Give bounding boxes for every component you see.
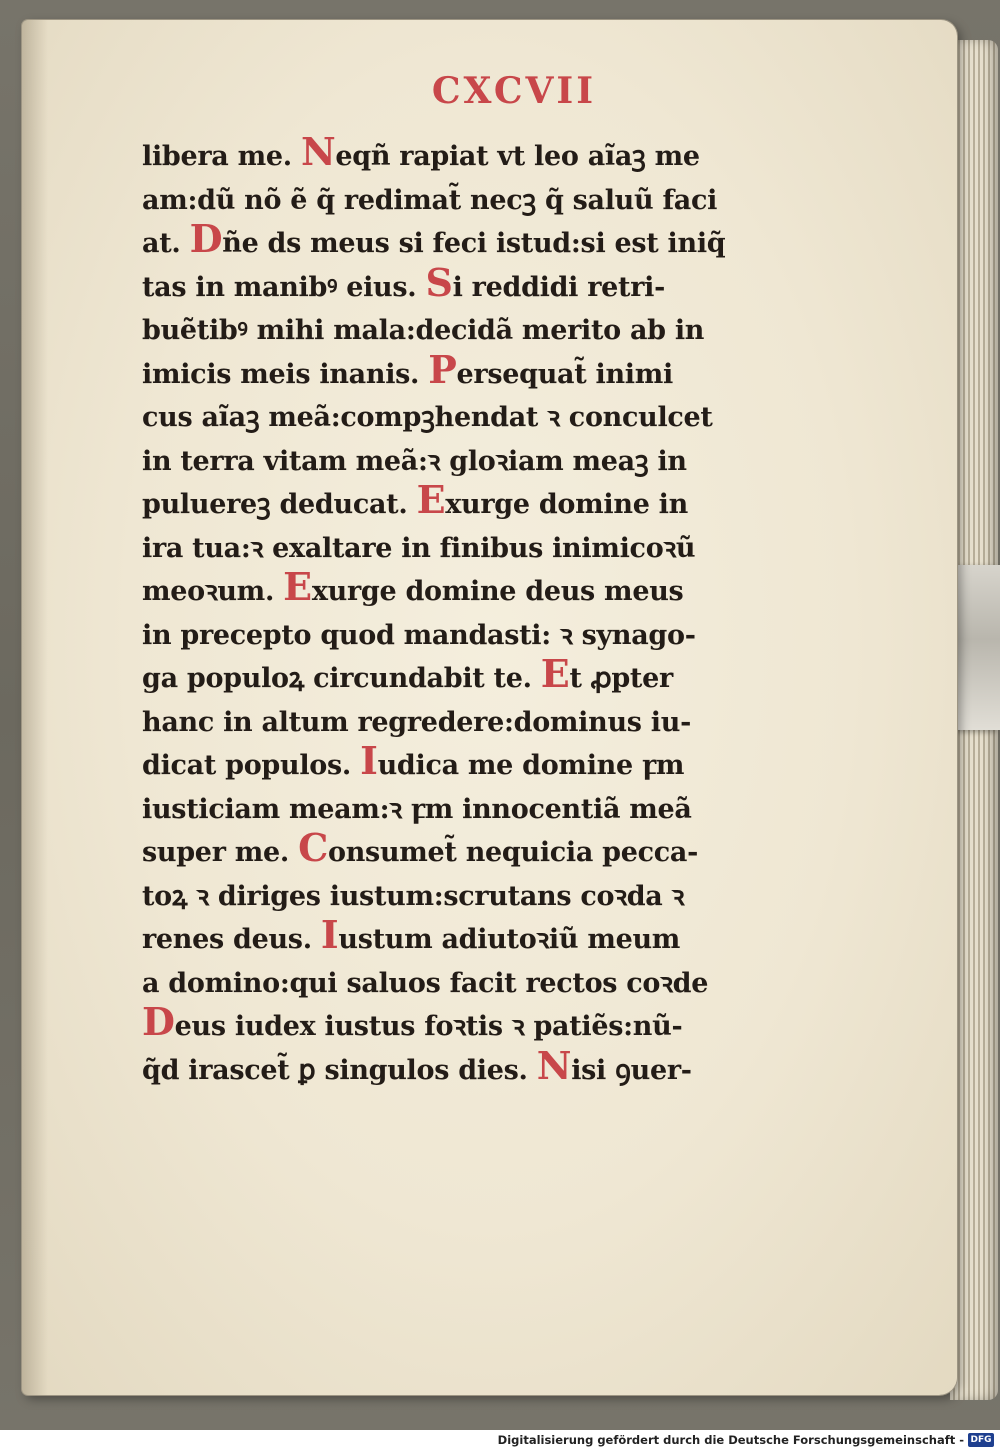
line-text: buẽtibꝰ mihi mala:decidã merito ab in xyxy=(142,315,705,346)
dfg-logo: DFG xyxy=(968,1433,994,1447)
gutter-shadow xyxy=(22,20,48,1395)
line-text: renes deus. xyxy=(142,924,321,955)
line-text: meoꝛum. xyxy=(142,576,284,607)
line-text: imicis meis inanis. xyxy=(142,358,429,390)
line-text: i reddidi retri- xyxy=(452,271,665,303)
rubricated-initial: P xyxy=(428,347,457,391)
line-text: xurge domine in xyxy=(445,489,688,520)
rubricated-initial: E xyxy=(416,478,446,522)
rubricated-initial: C xyxy=(298,826,329,870)
footer-bar xyxy=(0,1430,1000,1451)
text-line xyxy=(142,652,822,696)
text-line xyxy=(142,826,822,870)
text-line xyxy=(142,913,822,957)
rubricated-initial: N xyxy=(536,1043,572,1087)
line-text: onsumet̃ nequicia pecca- xyxy=(328,837,699,868)
text-line xyxy=(142,1000,822,1044)
folio-number: CXCVII xyxy=(431,70,597,112)
rubricated-initial: N xyxy=(300,130,336,174)
line-text: iusticiam meam:ꝛ ꝼm innocentiã meã xyxy=(142,793,692,825)
text-line xyxy=(142,261,822,305)
line-text: ustum adiutoꝛiũ meum xyxy=(338,924,681,955)
line-text: in precepto quod mandasti: ꝛ synago- xyxy=(142,619,696,651)
rubricated-initial: I xyxy=(320,913,339,957)
rubricated-initial: S xyxy=(425,260,453,304)
text-line xyxy=(142,739,822,783)
text-line xyxy=(142,304,822,348)
text-line xyxy=(142,348,822,392)
text-line xyxy=(142,130,822,174)
line-text: a domino:qui saluos facit rectos coꝛde xyxy=(142,967,709,999)
rubricated-initial: I xyxy=(360,739,378,783)
line-text: eus iudex iustus foꝛtis ꝛ patiẽs:nũ- xyxy=(174,1011,683,1042)
line-text: super me. xyxy=(142,837,299,868)
rubricated-initial: D xyxy=(142,1000,175,1044)
rubricated-initial: E xyxy=(540,652,570,696)
line-text: ersequat̃ inimi xyxy=(456,358,673,390)
line-text: ira tua:ꝛ exaltare in finibus inimicoꝛũ xyxy=(142,532,696,564)
text-line xyxy=(142,696,822,740)
line-text: t ꝓpter xyxy=(569,663,673,694)
line-text: ga populoꝝ circundabit te. xyxy=(142,663,541,694)
line-text: am:dũ nõ ẽ q̃ redimat̃ necꝫ q̃ saluũ faci xyxy=(142,184,718,216)
text-line xyxy=(142,565,822,609)
line-text: isi ꝯuer- xyxy=(571,1054,692,1086)
text-line xyxy=(142,957,822,1001)
text-line xyxy=(142,174,822,218)
text-block xyxy=(142,130,822,1087)
line-text: puluereꝫ deducat. xyxy=(142,489,417,520)
line-text: eqñ rapiat vt leo aĩaꝫ me xyxy=(335,141,700,172)
text-line xyxy=(142,522,822,566)
text-line xyxy=(142,478,822,522)
line-text: hanc in altum regredere:dominus iu- xyxy=(142,706,691,738)
text-line xyxy=(142,870,822,914)
line-text: xurge domine deus meus xyxy=(311,576,684,607)
text-line xyxy=(142,435,822,479)
line-text: at. xyxy=(142,228,190,259)
line-text: tas in manibꝰ eius. xyxy=(142,271,426,303)
text-line xyxy=(142,609,822,653)
text-line xyxy=(142,1044,822,1088)
line-text: cus aĩaꝫ meã:compꝫhendat ꝛ conculcet xyxy=(142,402,713,433)
rubricated-initial: D xyxy=(189,217,223,261)
rubricated-initial: E xyxy=(283,565,312,609)
line-text: ñe ds meus si feci istud:si est iniq̃ xyxy=(222,228,726,259)
book-page xyxy=(22,20,957,1395)
line-text: libera me. xyxy=(142,141,301,172)
line-text: toꝝ ꝛ diriges iustum:scrutans coꝛda ꝛ xyxy=(142,880,685,912)
text-line xyxy=(142,391,822,435)
line-text: in terra vitam meã:ꝛ gloꝛiam meaꝫ in xyxy=(142,445,687,477)
line-text: udica me domine ꝼm xyxy=(377,750,685,781)
text-line xyxy=(142,217,822,261)
funding-credit: Digitalisierung gefördert durch die Deutsche Forschungsgemeinschaft - xyxy=(497,1433,964,1447)
text-line xyxy=(142,783,822,827)
line-text: dicat populos. xyxy=(142,750,361,781)
line-text: q̃d irascet̃ ꝑ singulos dies. xyxy=(142,1054,537,1086)
